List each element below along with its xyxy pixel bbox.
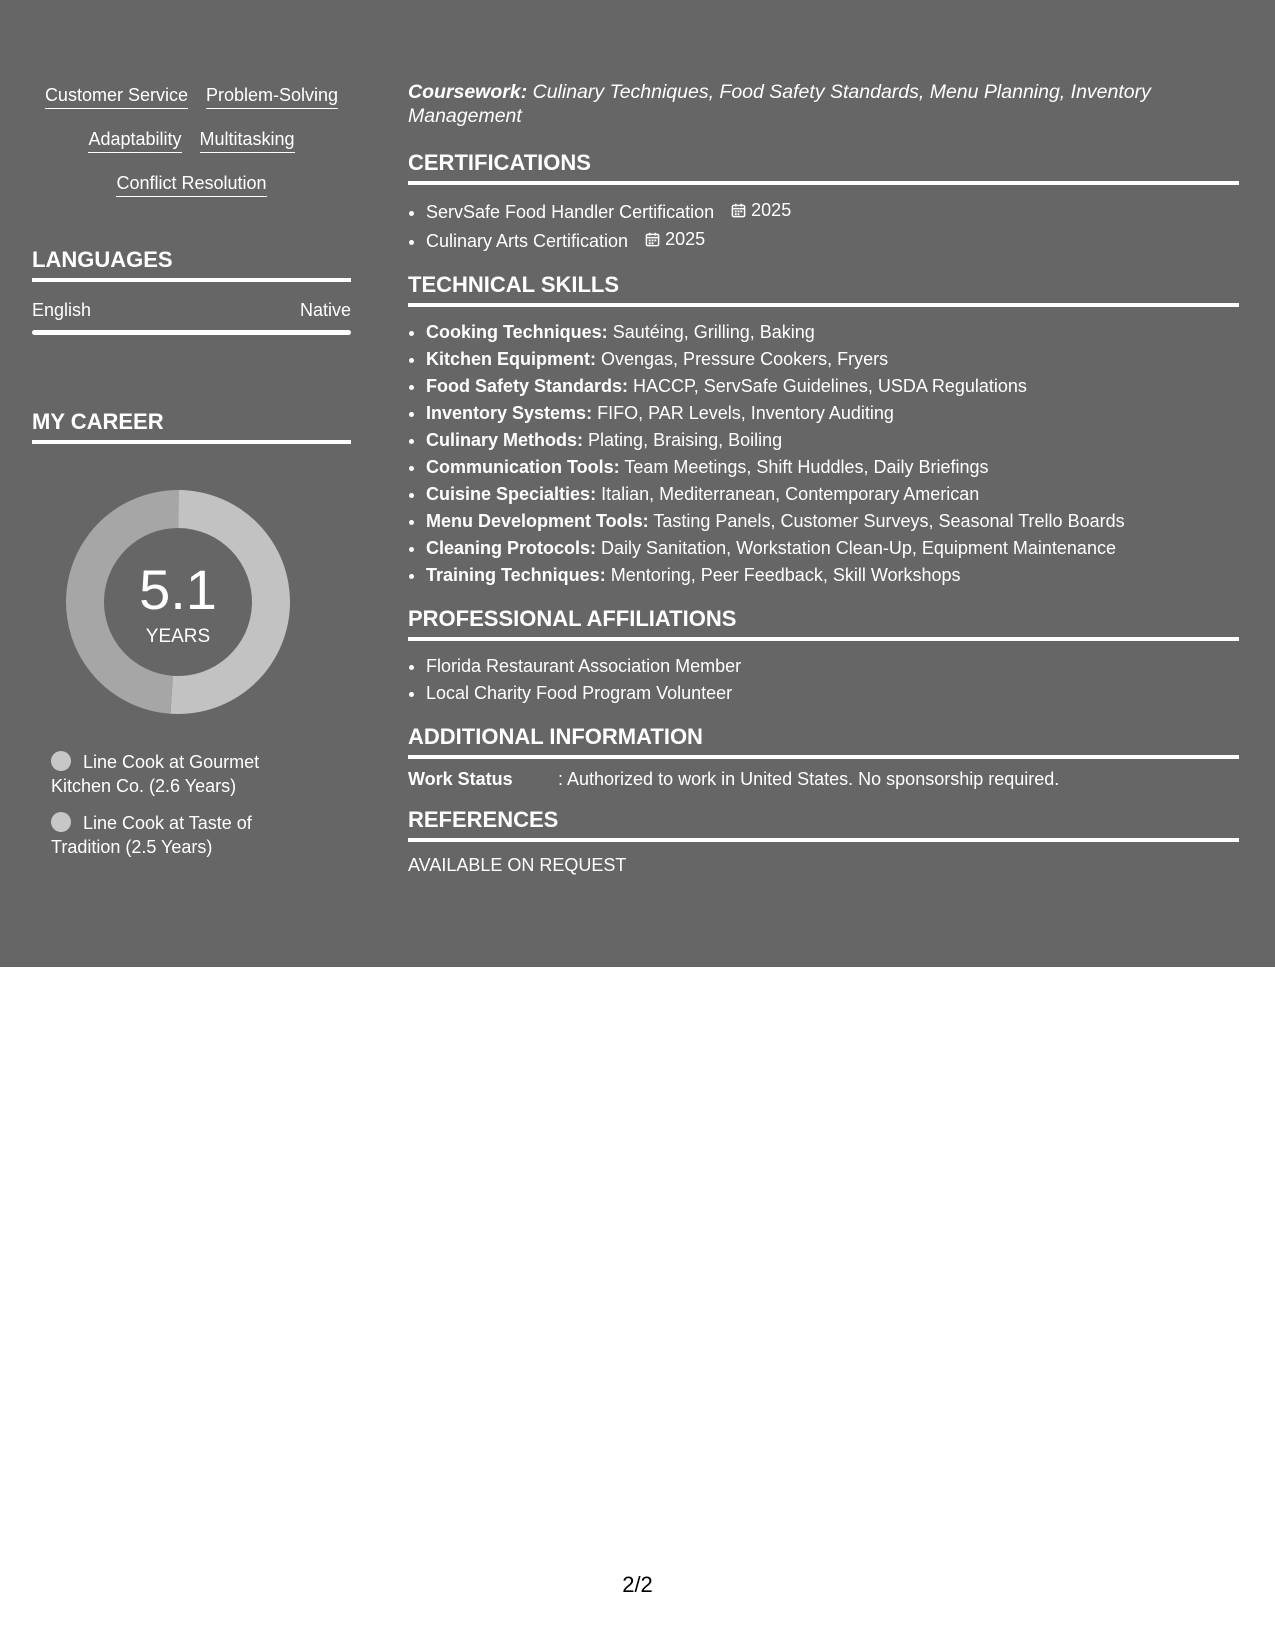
skill-label: Cooking Techniques: [426,322,608,342]
legend-label: Line Cook at Gourmet Kitchen Co. (2.6 Years) [51,752,260,796]
work-status-label: Work Status [408,769,513,789]
languages-section [32,247,351,335]
certification-item [426,197,1239,226]
certifications-list [408,197,1239,255]
skill-tag: Adaptability [88,128,181,153]
technical-skills-list [408,319,1239,589]
technical-skill-item [426,508,1239,535]
technical-skill-item [426,454,1239,481]
references-title: REFERENCES [408,807,559,832]
section-rule [408,181,1239,185]
technical-skill-item [426,427,1239,454]
skill-label: Kitchen Equipment: [426,349,596,369]
career-donut-chart [66,490,290,714]
affiliation-item: • Florida Restaurant Association Member [426,653,1239,680]
certifications-section [408,150,1239,255]
skill-value: Ovengas, Pressure Cookers, Fryers [601,349,889,369]
additional-info-title: ADDITIONAL INFORMATION [408,724,703,749]
career-years-unit: YEARS [145,626,211,647]
certification-item [426,226,1239,255]
certification-date [645,226,705,253]
work-status-value: : Authorized to work in United States. No sponsorship required. [558,769,1060,789]
skill-tag: Multitasking [200,128,295,153]
skill-tags [32,84,351,197]
technical-skills-section [408,272,1239,589]
coursework [408,80,1239,128]
coursework-label: Coursework: [408,81,528,103]
legend-dot [51,812,71,832]
affiliations-title: PROFESSIONAL AFFILIATIONS [408,606,737,631]
section-rule [32,440,351,444]
work-status-row [408,768,1239,790]
right-column [408,80,1239,893]
legend-item [51,750,311,798]
left-column [32,84,351,872]
page-number: 2/2 [622,1572,653,1597]
skill-value: FIFO, PAR Levels, Inventory Auditing [597,403,894,423]
skill-value: Sautéing, Grilling, Baking [612,322,815,342]
technical-skill-item [426,535,1239,562]
affiliations-section [408,606,1239,707]
career-section [32,409,351,859]
language-level-bar [32,330,351,335]
affiliation-item: • Local Charity Food Program Volunteer [426,680,1239,707]
legend-label: Line Cook at Taste of Tradition (2.5 Years) [51,813,252,857]
technical-skills-title: TECHNICAL SKILLS [408,272,620,297]
skill-value: Mentoring, Peer Feedback, Skill Workshops [610,565,961,585]
additional-info-section [408,724,1239,790]
affiliations-list [408,653,1239,707]
skill-value: Plating, Braising, Boiling [588,430,783,450]
skill-tag: Problem-Solving [206,84,338,109]
career-legend [51,750,311,859]
skill-label: Cuisine Specialties: [426,484,597,504]
references-section [408,807,1239,876]
career-total-years: 5.1 [139,558,217,621]
certification-date [731,197,791,224]
skill-label: Training Techniques: [426,565,606,585]
technical-skill-item [426,562,1239,589]
skill-tag: Customer Service [45,84,188,109]
legend-item [51,811,311,859]
career-title: MY CAREER [32,409,164,434]
section-rule [408,303,1239,307]
calendar-icon [731,203,746,218]
skill-label: Menu Development Tools: [426,511,649,531]
skill-label: Food Safety Standards: [426,376,629,396]
coursework-text: Culinary Techniques, Food Safety Standards, Menu Planning, Inventory Management [408,81,1151,127]
skill-label: Inventory Systems: [426,403,593,423]
language-name: English [32,300,92,320]
skill-value: Italian, Mediterranean, Contemporary American [601,484,980,504]
skill-label: Cleaning Protocols: [426,538,597,558]
skill-value: Tasting Panels, Customer Surveys, Seasonal Trello Boards [653,511,1125,531]
section-rule [408,755,1239,759]
language-level: Native [299,300,351,320]
technical-skill-item [426,481,1239,508]
technical-skill-item [426,319,1239,346]
section-rule [32,278,351,282]
skill-value: Daily Sanitation, Workstation Clean-Up, Equipment Maintenance [601,538,1116,558]
certification-name: ServSafe Food Handler Certification [426,202,715,222]
certifications-title: CERTIFICATIONS [408,150,591,175]
skill-label: Communication Tools: [426,457,620,477]
section-rule [408,838,1239,842]
references-text: AVAILABLE ON REQUEST [408,855,627,875]
certification-year: 2025 [665,229,706,249]
language-row [32,299,351,321]
skill-value: Team Meetings, Shift Huddles, Daily Briefings [624,457,989,477]
legend-dot [51,751,71,771]
skill-value: HACCP, ServSafe Guidelines, USDA Regulations [633,376,1027,396]
skill-label: Culinary Methods: [426,430,584,450]
technical-skill-item [426,346,1239,373]
section-rule [408,637,1239,641]
technical-skill-item [426,373,1239,400]
certification-name: Culinary Arts Certification [426,231,629,251]
skill-tag: Conflict Resolution [116,172,266,197]
languages-title: LANGUAGES [32,247,173,272]
technical-skill-item [426,400,1239,427]
calendar-icon [645,232,660,247]
certification-year: 2025 [751,200,792,220]
